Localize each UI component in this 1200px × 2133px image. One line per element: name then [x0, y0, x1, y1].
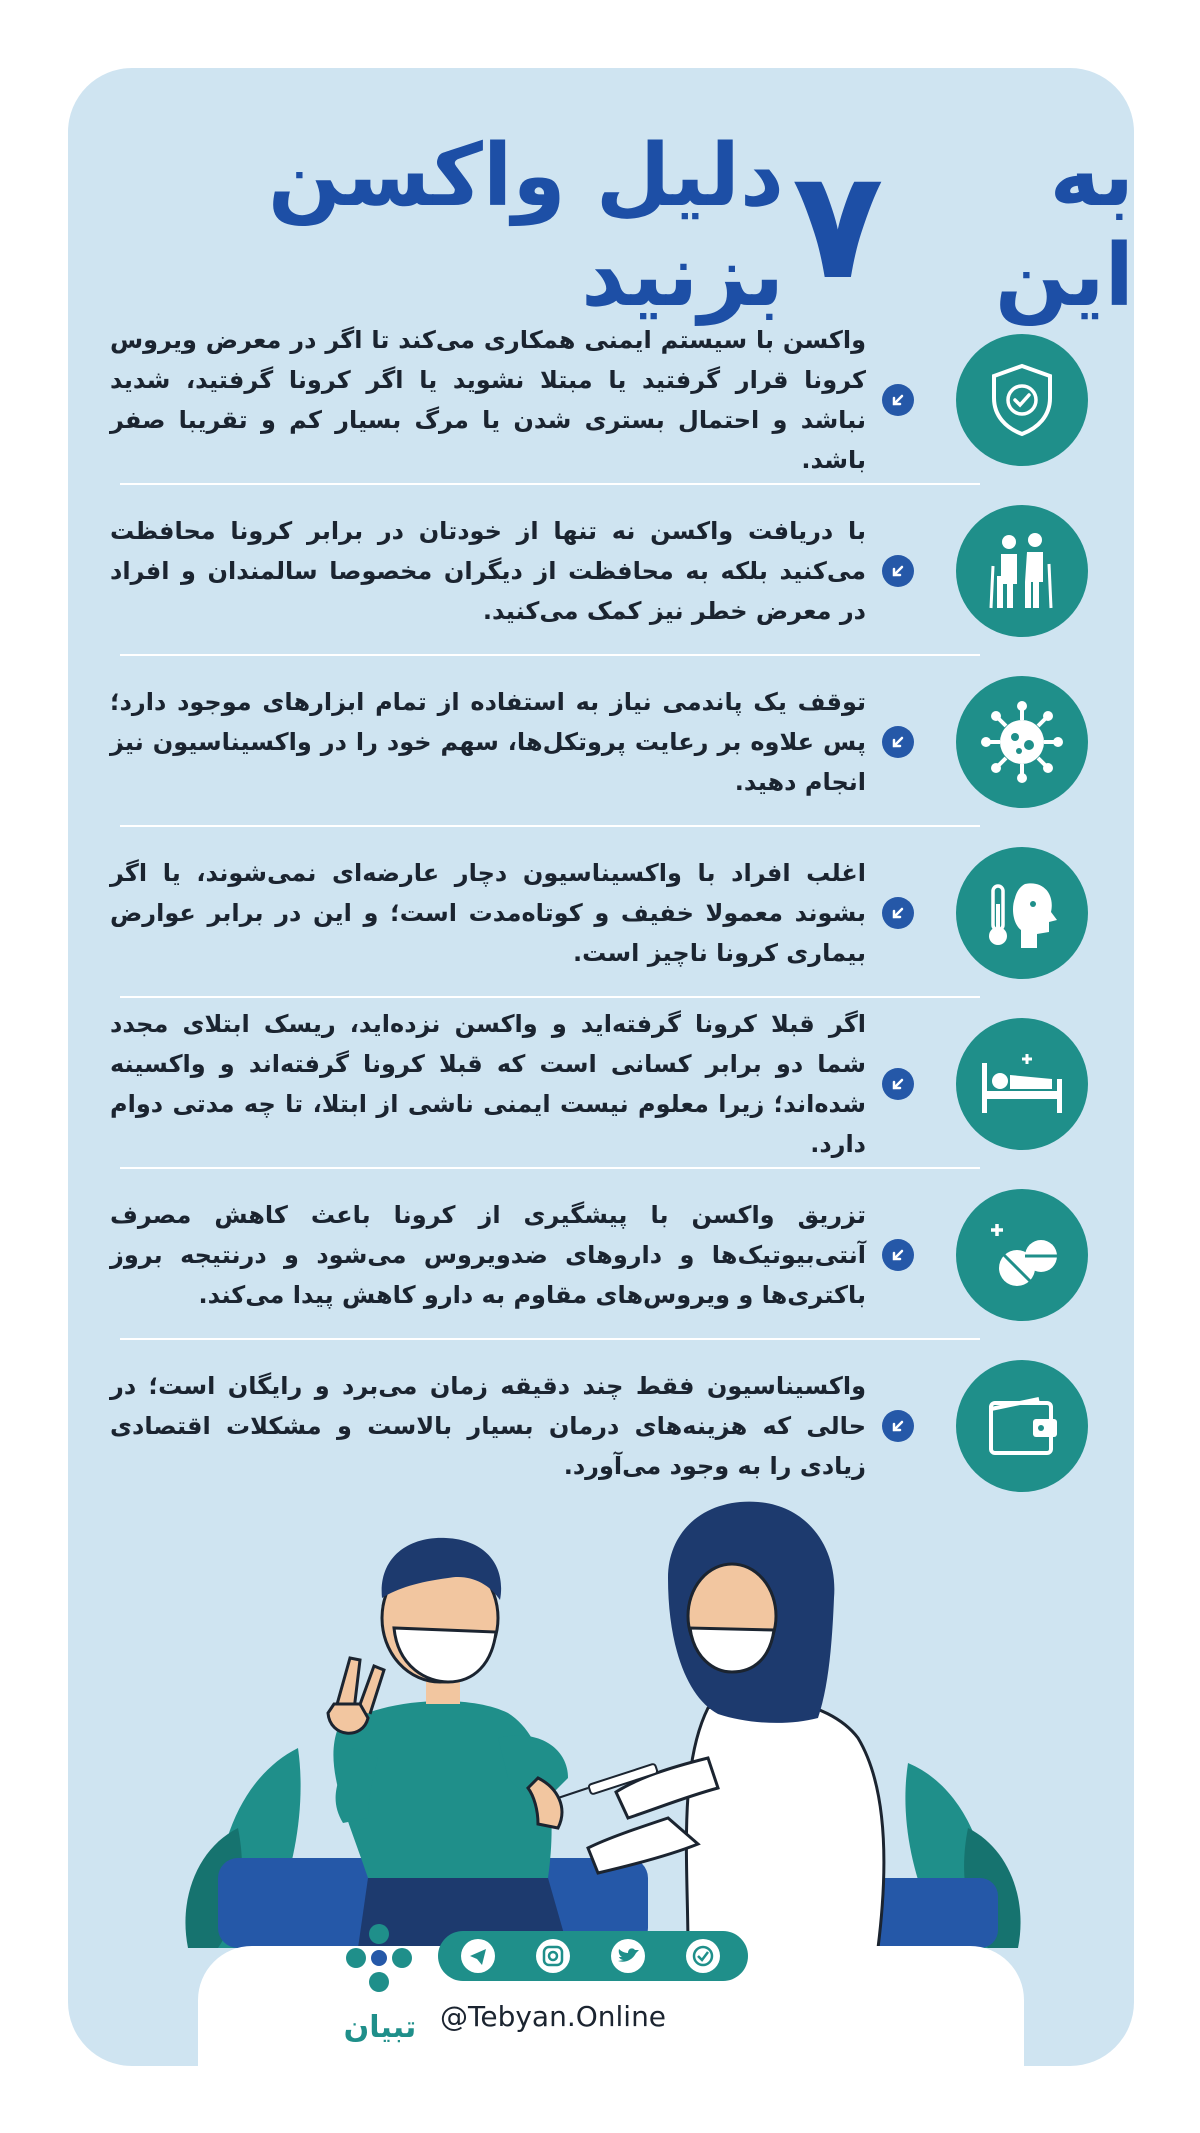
vaccination-illustration	[68, 1478, 1134, 1948]
wallet-icon	[956, 1360, 1088, 1492]
social-handle[interactable]: @Tebyan.Online	[440, 2000, 667, 2033]
reason-text: واکسیناسیون فقط چند دقیقه زمان می‌برد و رایگان است؛ در حالی که هزینه‌های درمان بسیار بالاست و مشکلات اقتصادی زیادی را به وجود می‌آورد.	[110, 1372, 866, 1480]
page-title	[68, 126, 1134, 326]
title-suffix: دلیل واکسن بزنید	[267, 126, 785, 326]
hospital-bed-icon	[956, 1018, 1088, 1150]
arrow-down-left-icon	[882, 1239, 914, 1271]
telegram-icon[interactable]	[461, 1939, 495, 1973]
twitter-icon[interactable]	[611, 1939, 645, 1973]
reason-item-6	[68, 1169, 1134, 1340]
reason-item-4	[68, 827, 1134, 998]
fever-thermometer-icon	[956, 847, 1088, 979]
brand-name: تبیان	[343, 2010, 417, 2045]
arrow-down-left-icon	[882, 897, 914, 929]
title-number: ۷	[792, 139, 884, 313]
reason-text: واکسن با سیستم ایمنی همکاری می‌کند تا اگر در معرض ویروس کرونا قرار گرفتید یا مبتلا نشوید یا اگر کرونا گرفتید، شدید نباشد و احتمال بستری شدن یا مرگ بسیار کم و تقریبا صفر باشد.	[110, 326, 866, 474]
reasons-list	[68, 314, 1134, 1511]
reason-item-5	[68, 998, 1134, 1169]
reason-item-2	[68, 485, 1134, 656]
arrow-down-left-icon	[882, 384, 914, 416]
elderly-couple-icon	[956, 505, 1088, 637]
reason-text: اغلب افراد با واکسیناسیون دچار عارضه‌ای نمی‌شوند، یا اگر بشوند معمولا خفیف و کوتاه‌مدت است؛ و این در برابر عوارض بیماری کرونا ناچیز است.	[110, 859, 866, 967]
pills-icon	[956, 1189, 1088, 1321]
reason-text: تزریق واکسن با پیشگیری از کرونا باعث کاهش مصرف آنتی‌بیوتیک‌ها و داروهای ضدویروس می‌شود و درنتیجه بروز باکتری‌ها و ویروس‌های مقاوم به دارو کاهش پیدا می‌کند.	[110, 1201, 866, 1309]
arrow-down-left-icon	[882, 726, 914, 758]
reason-item-1	[68, 314, 1134, 485]
reason-text: با دریافت واکسن نه تنها از خودتان در برابر کرونا محافظت می‌کنید بلکه به محافظت از دیگران مخصوصا سالمندان و افراد در معرض خطر نیز کمک می‌کنید.	[110, 517, 866, 625]
verified-icon[interactable]	[686, 1939, 720, 1973]
reason-item-3	[68, 656, 1134, 827]
reason-text: توقف یک پاندمی نیاز به استفاده از تمام ابزارهای موجود دارد؛ پس علاوه بر رعایت پروتکل‌ها، سهم خود را در واکسیناسیون نیز انجام دهید.	[110, 688, 866, 796]
shield-check-icon	[956, 334, 1088, 466]
arrow-down-left-icon	[882, 555, 914, 587]
virus-icon	[956, 676, 1088, 808]
social-icons-bar	[438, 1931, 748, 1981]
arrow-down-left-icon	[882, 1068, 914, 1100]
arrow-down-left-icon	[882, 1410, 914, 1442]
instagram-icon[interactable]	[536, 1939, 570, 1973]
reason-text: اگر قبلا کرونا گرفته‌اید و واکسن نزده‌اید، ریسک ابتلای مجدد شما دو برابر کسانی است که قبلا کرونا گرفته‌اند و واکسینه شده‌اند؛ زیرا معلوم نیست ایمنی ناشی از ابتلا، تا چه مدتی دوام دارد.	[110, 1010, 866, 1158]
infographic-card	[68, 68, 1134, 2066]
title-prefix: به این	[994, 126, 1134, 326]
